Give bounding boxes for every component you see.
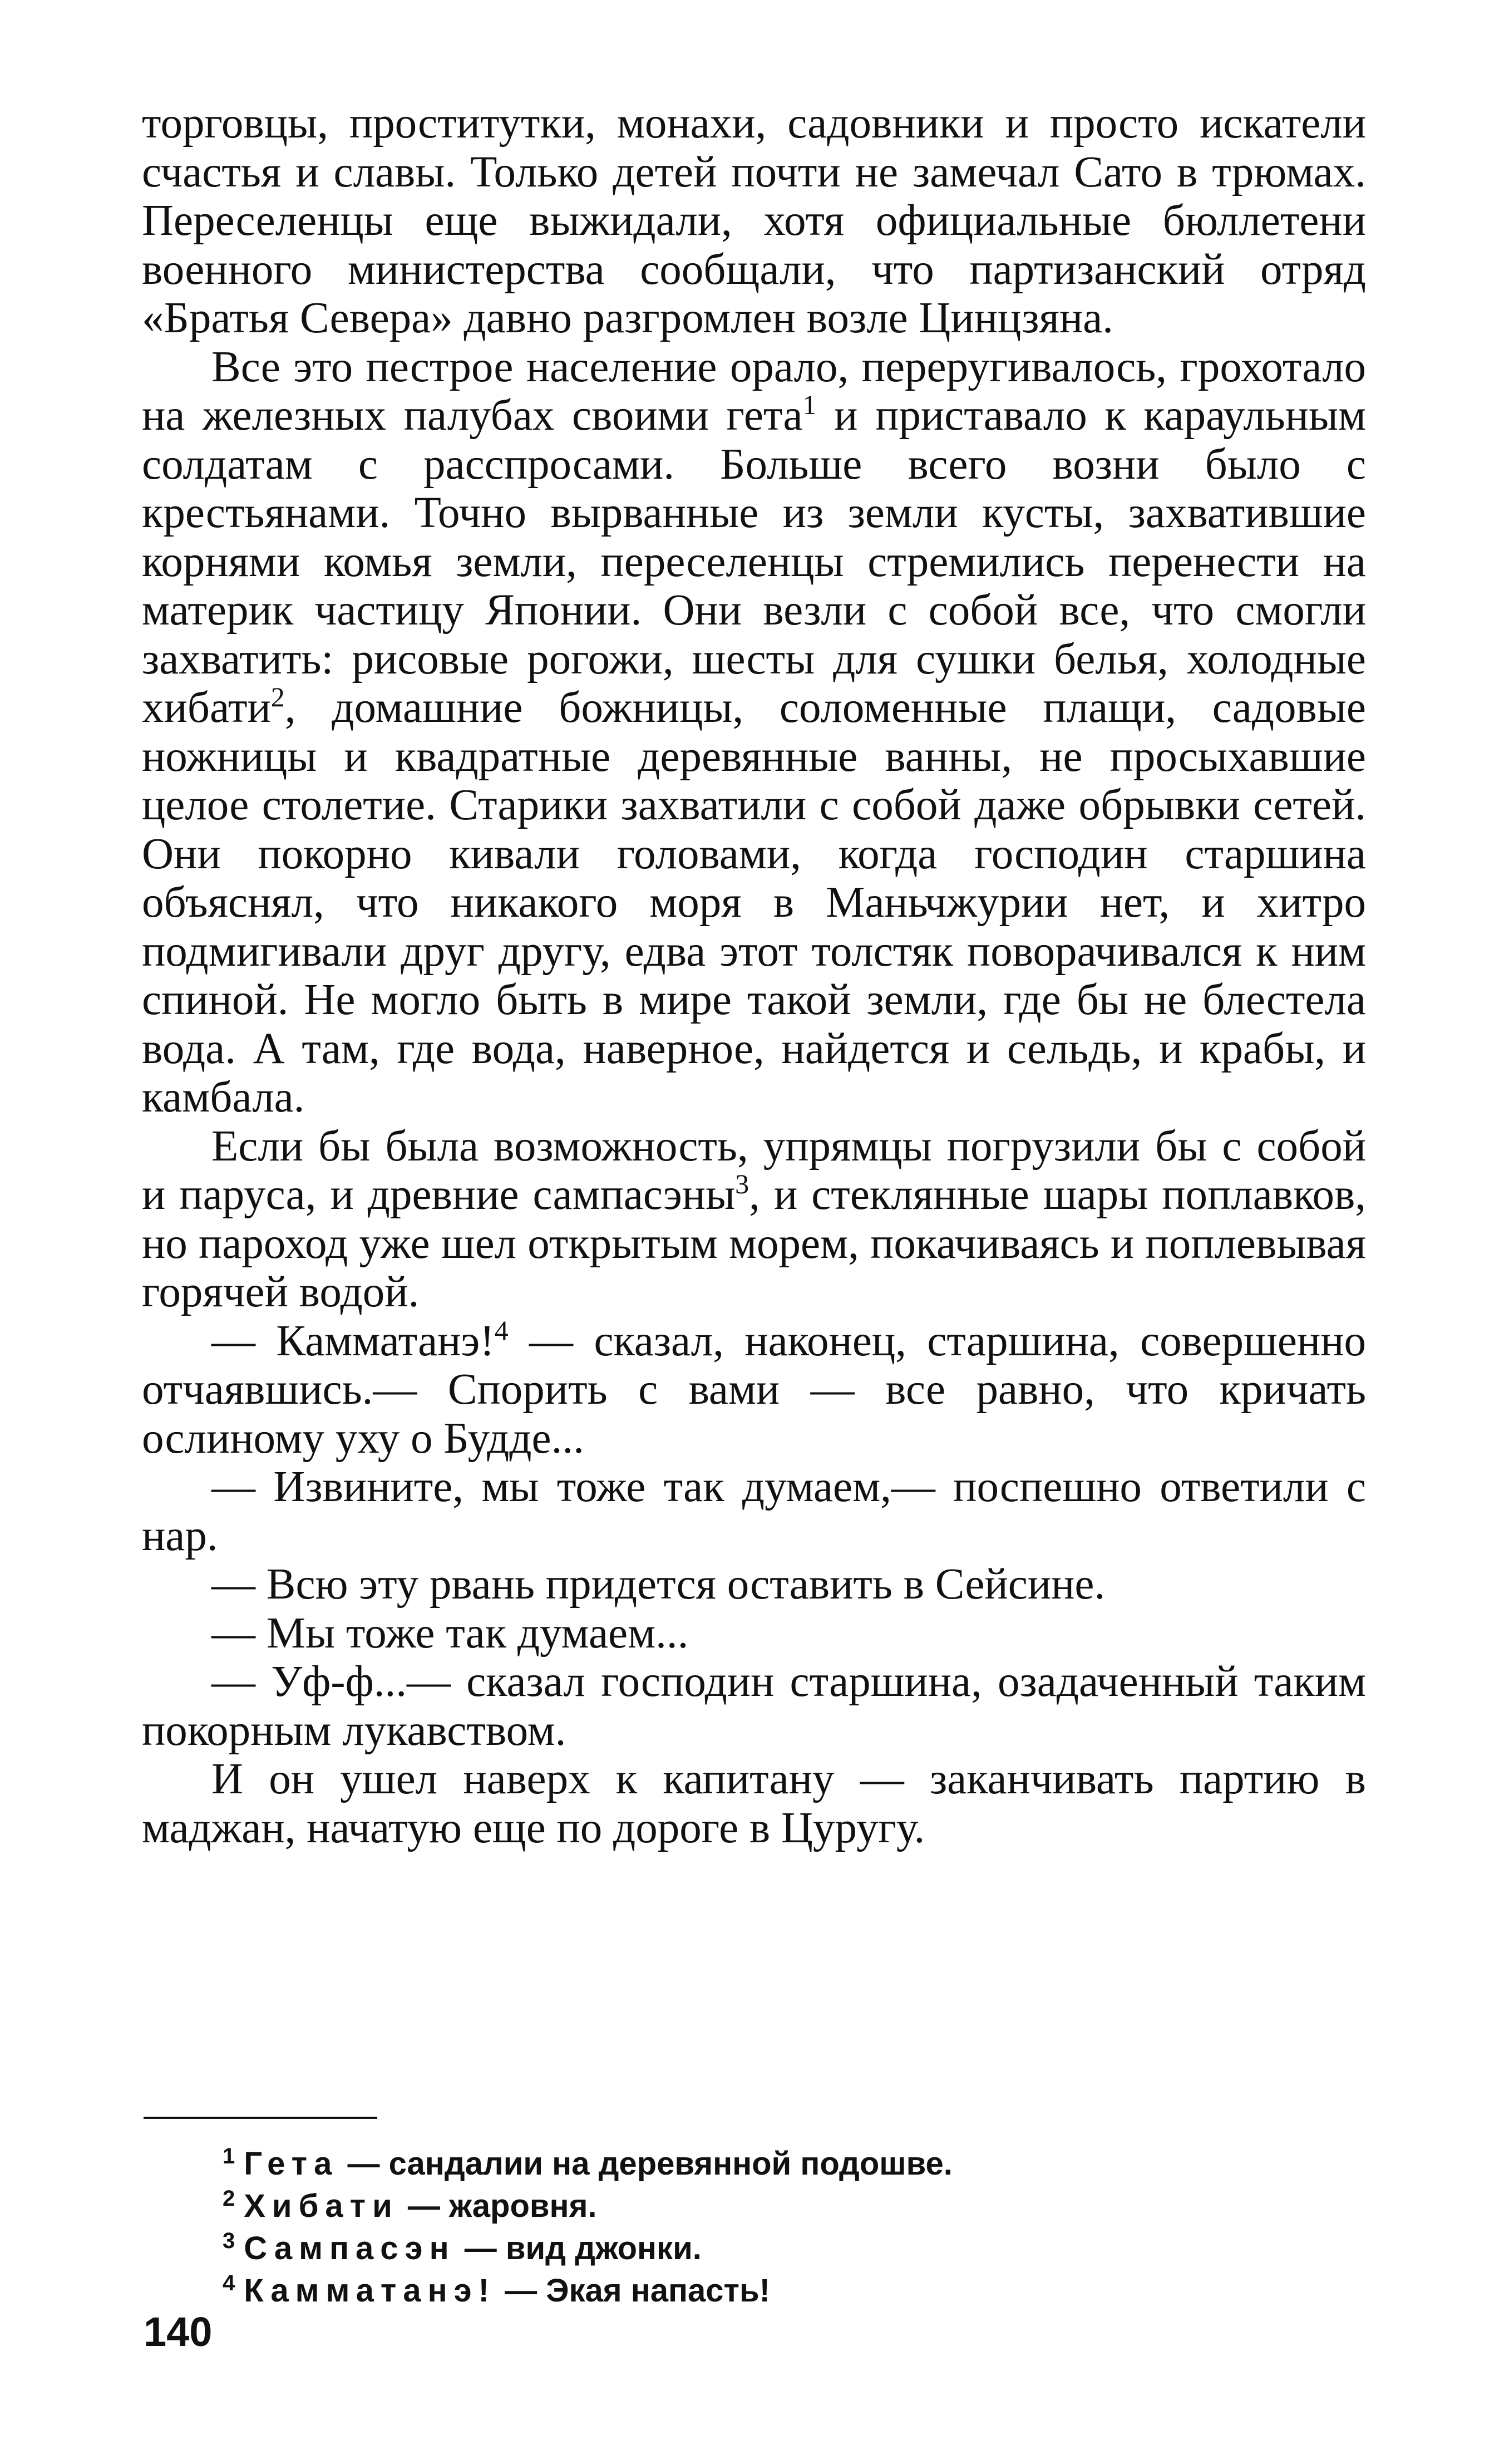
text-run: , и стеклянные шары поплавков, но пароход уже шел открытым морем, покачиваясь и поплевывая горячей водой. xyxy=(142,1170,1366,1316)
footnote-divider xyxy=(144,2117,377,2119)
footnotes xyxy=(223,2143,1335,2312)
paragraph xyxy=(142,1755,1366,1852)
paragraph xyxy=(142,343,1366,1122)
footnote-definition: — жаровня. xyxy=(398,2188,597,2224)
footnote xyxy=(223,2227,1335,2270)
text-run: И он ушел наверх к капитану — заканчивать партию в маджан, начатую еще по дороге в Цуругу. xyxy=(142,1755,1366,1852)
footnote-definition: — сандалии на деревянной подошве. xyxy=(338,2146,953,2182)
text-run: — Извините, мы тоже так думаем,— поспешно ответили с нар. xyxy=(142,1463,1366,1560)
text-run: торговцы, проститутки, монахи, садовники и просто искатели счастья и славы. Только детей почти не замечал Сато в трюмах. Переселенцы еще выжидали, хотя официальные бюллетени военного министерства сообщали, что партизанский отряд «Братья Севера» давно разгромлен возле Цинцзяна. xyxy=(142,99,1366,342)
footnote xyxy=(223,2143,1335,2185)
footnote-definition: — вид джонки. xyxy=(455,2230,702,2266)
footnote-marker: 4 xyxy=(494,1314,509,1346)
footnote-term: Сампасэн xyxy=(244,2230,456,2266)
text-run: — Всю эту рвань придется оставить в Сейсине. xyxy=(211,1560,1106,1609)
paragraph xyxy=(142,1658,1366,1755)
paragraph xyxy=(142,99,1366,343)
paragraph xyxy=(142,1122,1366,1317)
text-run: — Камматанэ! xyxy=(211,1316,495,1365)
footnote-marker: 1 xyxy=(802,389,817,420)
footnote xyxy=(223,2270,1335,2312)
paragraph xyxy=(142,1560,1366,1609)
footnote-marker: 2 xyxy=(270,681,285,712)
page-number: 140 xyxy=(144,2309,213,2355)
main-text xyxy=(142,99,1366,1852)
footnote-term: Камматанэ! xyxy=(244,2273,496,2309)
text-run: и приставало к караульным солдатам с расспросами. Больше всего возни было с крестьянами. Точно вырванные из земли кусты, захватившие корнями комья земли, переселенцы стремились перенести на материк частицу Японии. Они везли с собой все, что смогли захватить: рисовые рогожи, шесты для сушки белья, холодные хибати xyxy=(142,391,1367,732)
footnote-term: Гета xyxy=(244,2146,339,2182)
footnote-term: Хибати xyxy=(244,2188,399,2224)
footnote-number: 2 xyxy=(223,2186,235,2211)
footnote-definition: — Экая напасть! xyxy=(495,2273,770,2309)
footnote-number: 4 xyxy=(223,2271,235,2295)
text-run: Все это пестрое население орало, переругивалось, грохотало на железных палубах своими гета xyxy=(142,342,1366,440)
text-run: — сказал, наконец, старшина, совершенно отчаявшись.— Спорить с вами — все равно, что кричать ослиному уху о Будде... xyxy=(142,1316,1366,1463)
footnote-marker: 3 xyxy=(735,1168,749,1199)
footnote-number: 1 xyxy=(223,2144,235,2168)
text-run: , домашние божницы, соломенные плащи, садовые ножницы и квадратные деревянные ванны, не просыхавшие целое столетие. Старики захватили с собой даже обрывки сетей. Они покорно кивали головами, когда господин старшина объяснял, что никакого моря в Маньчжурии нет, и хитро подмигивали друг другу, едва этот толстяк поворачивался к ним спиной. Не могло быть в мире такой земли, где бы не блестела вода. А там, где вода, наверное, найдется и сельдь, и крабы, и камбала. xyxy=(142,683,1366,1122)
text-run: — Уф-ф...— сказал господин старшина, озадаченный таким покорным лукавством. xyxy=(142,1658,1366,1755)
text-run: Если бы была возможность, упрямцы погрузили бы с собой и паруса, и древние сампасэны xyxy=(142,1122,1366,1219)
paragraph xyxy=(142,1609,1366,1658)
footnote xyxy=(223,2185,1335,2227)
paragraph xyxy=(142,1314,1366,1463)
footnote-number: 3 xyxy=(223,2229,235,2253)
text-run: — Мы тоже так думаем... xyxy=(211,1609,689,1658)
paragraph xyxy=(142,1463,1366,1560)
